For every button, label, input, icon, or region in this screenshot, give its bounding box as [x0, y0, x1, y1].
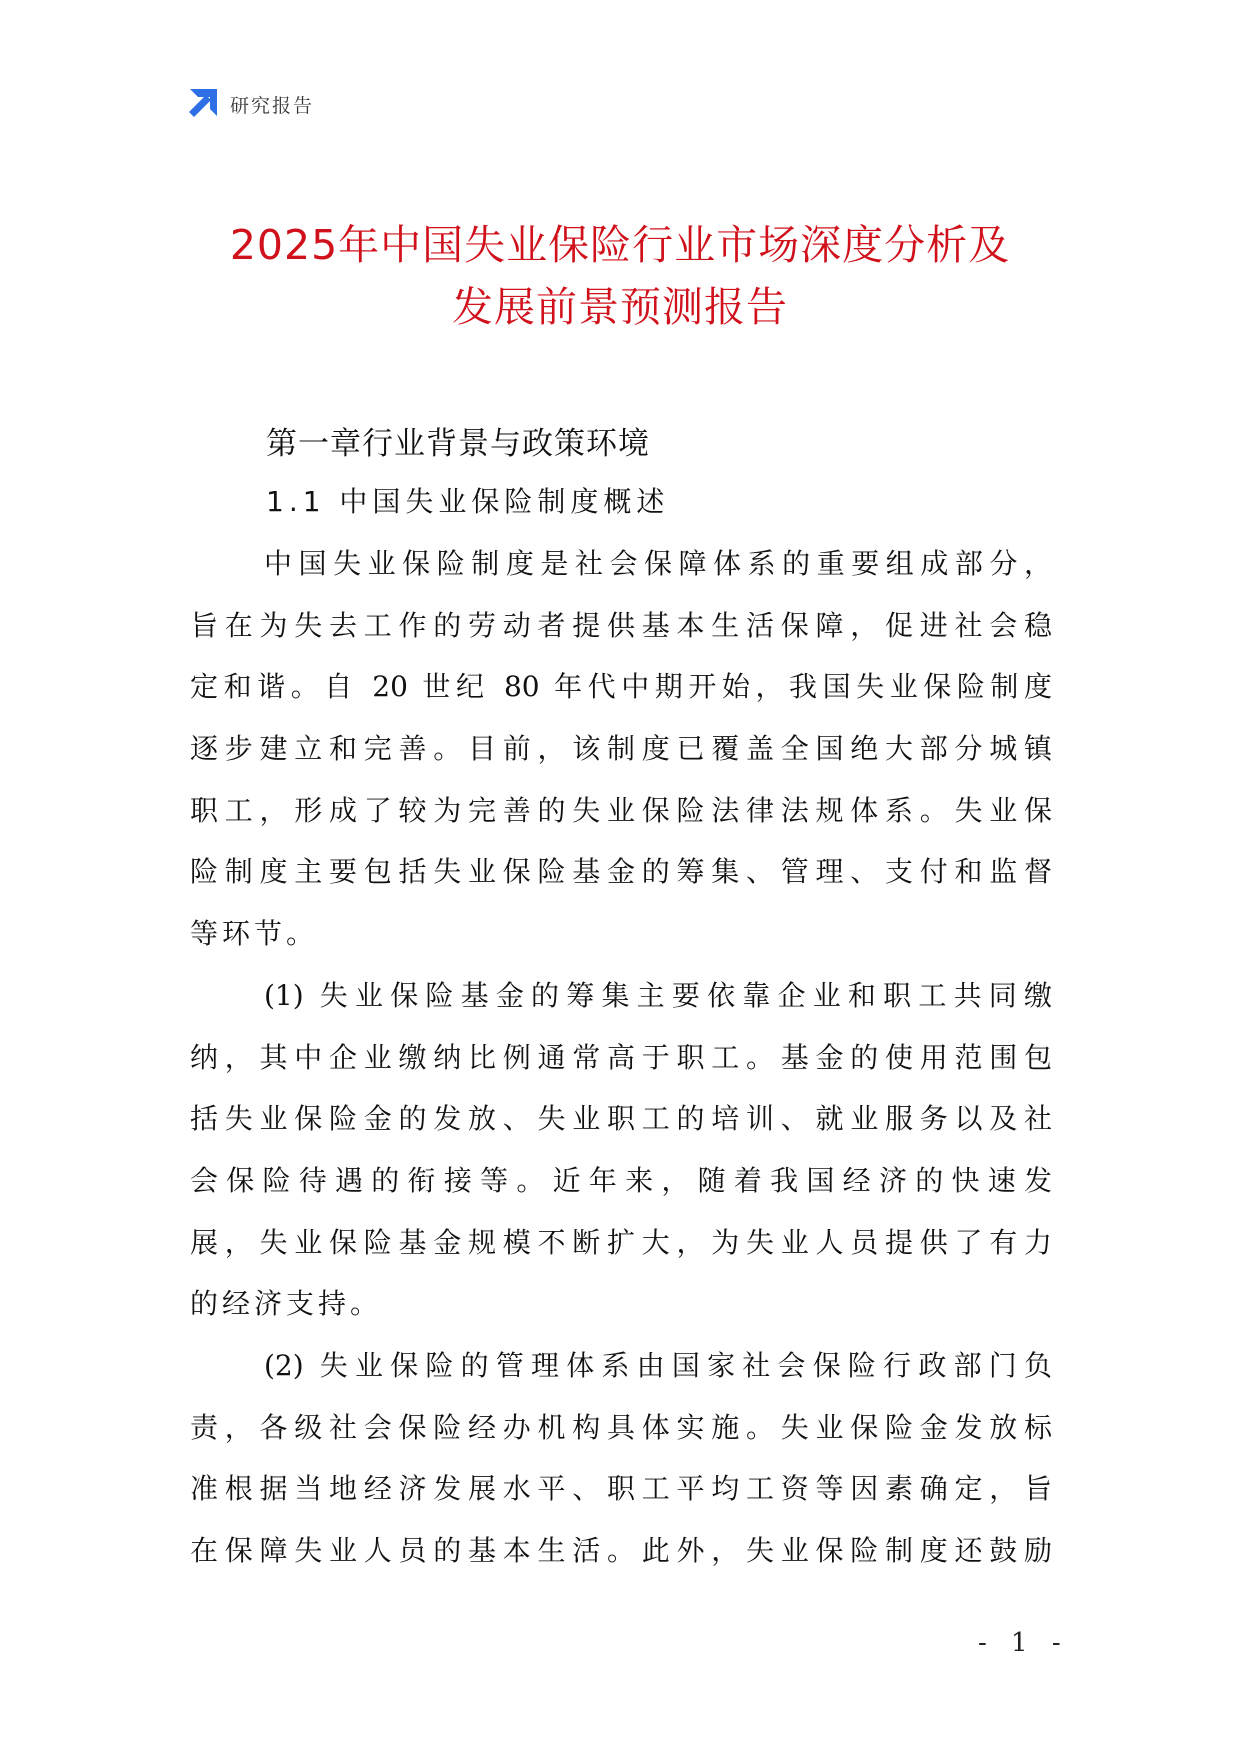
text-line: 准根据当地经济发展水平、职工平均工资等因素确定，旨 — [190, 1472, 1052, 1506]
text-line: 括失业保险金的发放、失业职工的培训、就业服务以及社 — [190, 1102, 1052, 1136]
page-number: - 1 - — [978, 1628, 1069, 1658]
title-line-2: 发展前景预测报告 — [452, 283, 788, 331]
text-line: 纳，其中企业缴纳比例通常高于职工。基金的使用范围包 — [190, 1040, 1052, 1074]
text-line: (2) 失业保险的管理体系由国家社会保险行政部门负 — [264, 1348, 1052, 1382]
text-line: 等环节。 — [190, 917, 319, 951]
text-line: (1) 失业保险基金的筹集主要依靠企业和职工共同缴 — [264, 978, 1052, 1012]
text-line: 责，各级社会保险经办机构具体实施。失业保险金发放标 — [190, 1410, 1052, 1444]
text-line: 逐步建立和完善。目前，该制度已覆盖全国绝大部分城镇 — [190, 732, 1052, 766]
title-line-1: 2025年中国失业保险行业市场深度分析及 — [229, 221, 1011, 269]
text-line: 会保险待遇的衔接等。近年来，随着我国经济的快速发 — [190, 1163, 1052, 1197]
text-line: 险制度主要包括失业保险基金的筹集、管理、支付和监督 — [190, 855, 1052, 889]
document-title — [0, 214, 1240, 338]
text-line: 旨在为失去工作的劳动者提供基本生活保障，促进社会稳 — [190, 608, 1052, 642]
paragraph-fund-collection — [190, 965, 1052, 1335]
header-label: 研究报告 — [230, 94, 315, 117]
text-line: 的经济支持。 — [190, 1287, 383, 1321]
section-heading: 1.1 中国失业保险制度概述 — [266, 485, 670, 518]
arrow-up-right-logo-icon — [186, 88, 218, 120]
body-text — [190, 533, 1052, 1582]
paragraph-management-system — [190, 1335, 1052, 1582]
chapter-heading: 第一章行业背景与政策环境 — [266, 426, 650, 462]
paragraph-overview — [190, 533, 1052, 965]
text-line: 展，失业保险基金规模不断扩大，为失业人员提供了有力 — [190, 1225, 1052, 1259]
text-line: 中国失业保险制度是社会保障体系的重要组成部分， — [264, 547, 1052, 580]
text-line: 职工，形成了较为完善的失业保险法律法规体系。失业保 — [190, 793, 1052, 827]
report-header — [186, 88, 314, 120]
text-line: 在保障失业人员的基本生活。此外，失业保险制度还鼓励 — [190, 1534, 1052, 1567]
text-line: 定和谐。自 20 世纪 80 年代中期开始，我国失业保险制度 — [190, 670, 1052, 704]
